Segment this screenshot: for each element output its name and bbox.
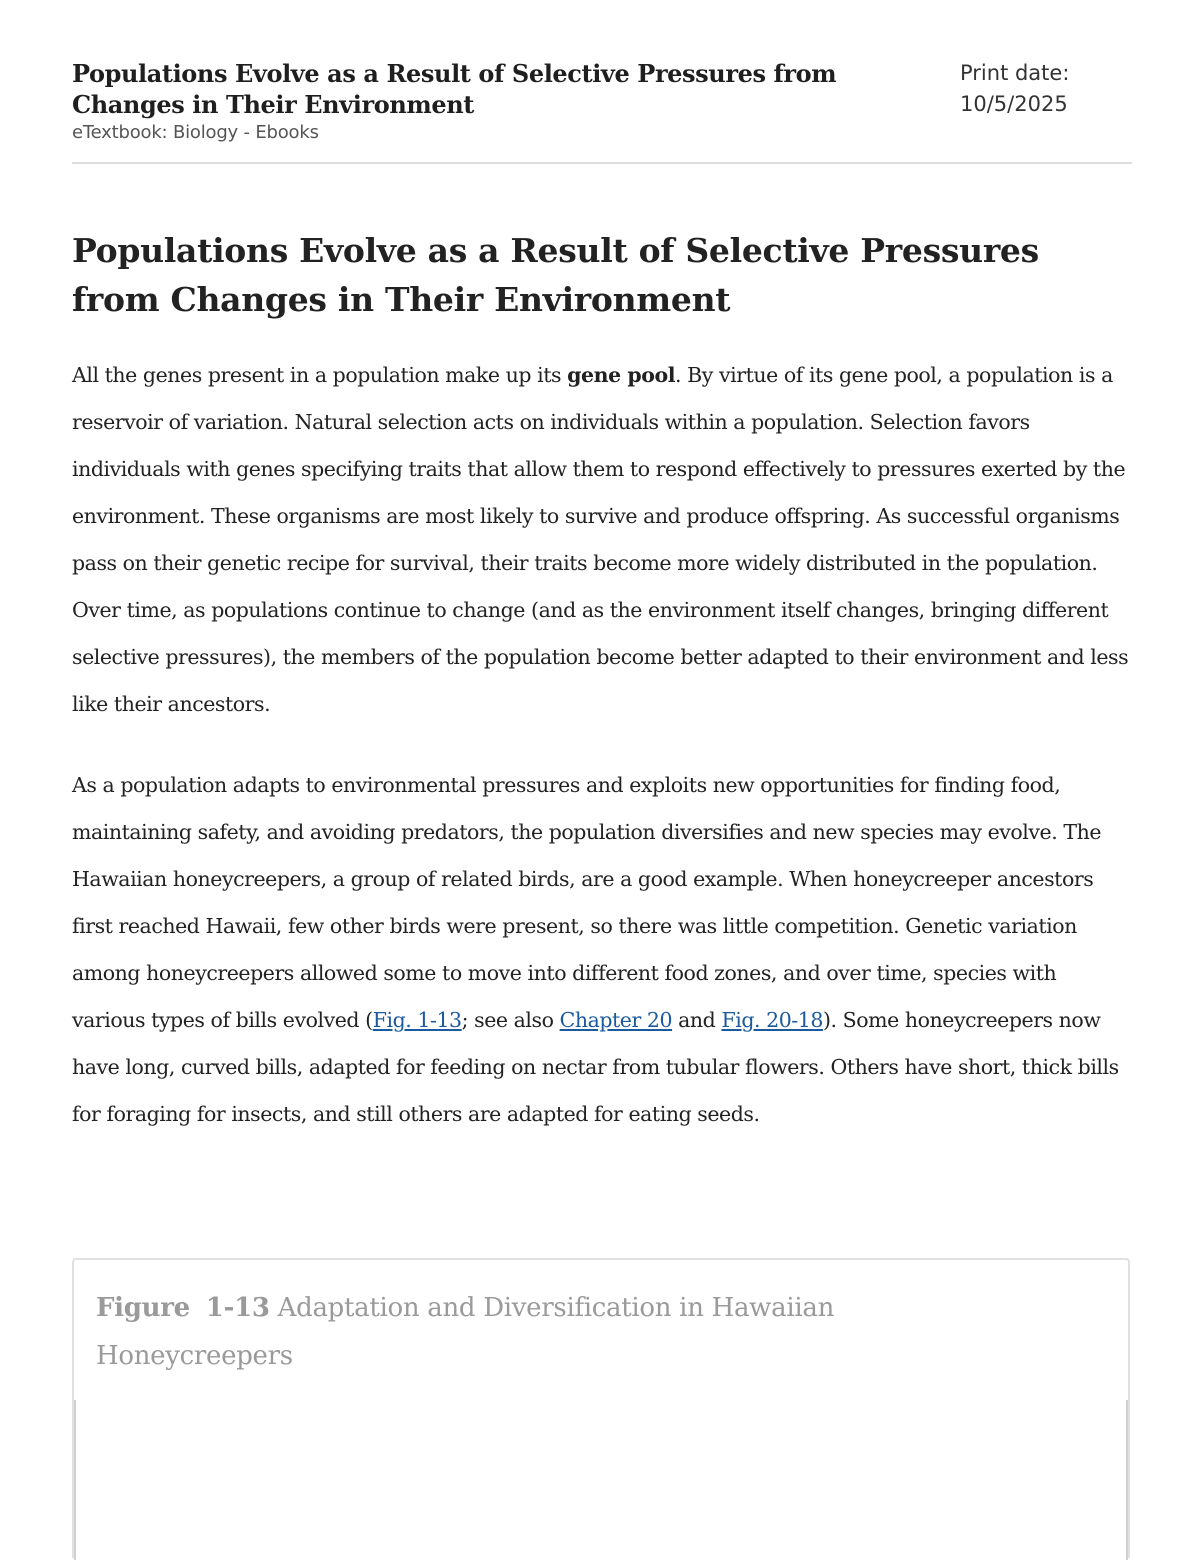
page-header <box>72 58 1132 164</box>
page <box>72 58 1132 1138</box>
article-title: Populations Evolve as a Result of Selective Pressures from Changes in Their Environment <box>72 231 1039 319</box>
figure-image-frame <box>74 1400 1128 1560</box>
figure-box <box>72 1258 1130 1558</box>
print-date-block <box>960 58 1132 120</box>
header-left <box>72 58 892 146</box>
link-fig-1-13[interactable]: Fig. 1-13 <box>372 1008 462 1032</box>
link-fig-20-18[interactable]: Fig. 20-18 <box>721 1008 823 1032</box>
print-date-label: Print date: <box>960 61 1070 85</box>
p2-text-1: As a population adapts to environmental pressures and exploits new opportunities for finding food, maintaining safety, and avoiding predators, the population diversifies and new species may evolve. The Hawaiian honeycreepers, a group of related birds, are a good example. When honeycreeper ancestors first reached Hawaii, few other birds were present, so there was little competition. Genetic variation among honeycreepers allowed some to move into different food zones, and over time, species with various types of bills evolved ( <box>72 773 1102 1032</box>
figure-label: Figure <box>96 1293 190 1323</box>
p2-text-3: and <box>672 1008 722 1032</box>
figure-caption-text: Adaptation and Diversification in Hawaiian Honeycreepers <box>96 1293 835 1371</box>
term-gene-pool: gene pool <box>567 363 676 387</box>
p2-text-4: ). Some honeycreepers now have long, curved bills, adapted for feeding on nectar from tubular flowers. Others have short, thick bills for foraging for insects, and still others are adapted for eating seeds. <box>72 1008 1119 1126</box>
figure-caption <box>96 1284 996 1380</box>
p2-text-2: ; see also <box>461 1008 560 1032</box>
p1-text-before: All the genes present in a population make up its <box>72 363 568 387</box>
header-subtitle: eTextbook: Biology - Ebooks <box>72 122 319 143</box>
p1-text-after: . By virtue of its gene pool, a population is a reservoir of variation. Natural selection acts on individuals within a population. Selection favors individuals with genes specifying traits that allow them to respond effectively to pressures exerted by the environment. These organisms are most likely to survive and produce offspring. As successful organisms pass on their genetic recipe for survival, their traits become more widely distributed in the population. Over time, as populations continue to change (and as the environment itself changes, bringing different selective pressures), the members of the population become better adapted to their environment and less like their ancestors. <box>72 363 1129 716</box>
link-chapter-20[interactable]: Chapter 20 <box>559 1008 673 1032</box>
paragraph-gene-pool <box>72 352 1132 728</box>
paragraph-honeycreepers <box>72 762 1132 1138</box>
figure-number: 1-13 <box>205 1293 270 1323</box>
header-title: Populations Evolve as a Result of Selective Pressures from Changes in Their Environment <box>72 59 837 119</box>
print-date-value: 10/5/2025 <box>960 92 1068 116</box>
